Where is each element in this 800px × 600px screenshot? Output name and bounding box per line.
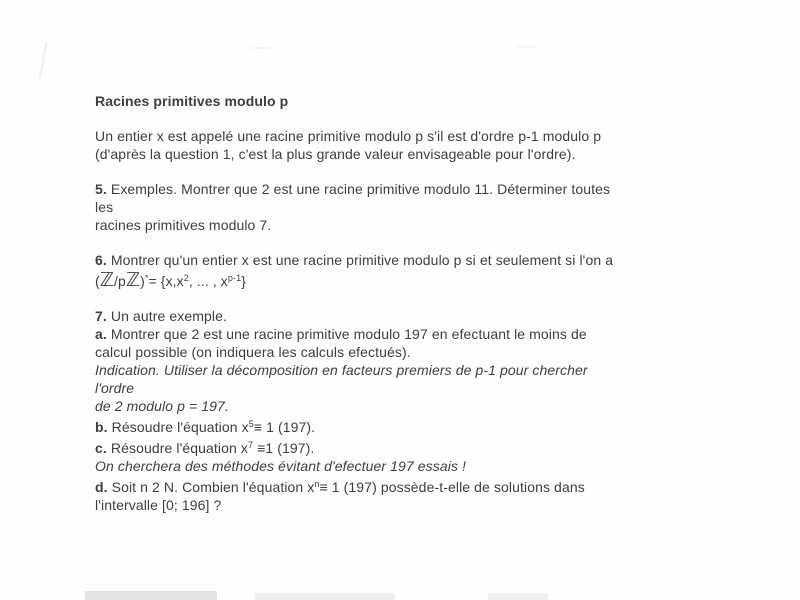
scan-edge-artifact: [85, 591, 217, 600]
document-content: [95, 92, 627, 514]
question-7a-line-2: calcul possible (on indiquera les calculs efectués).: [95, 344, 411, 360]
scan-edge-artifact: [488, 593, 548, 600]
question-7d-line-2: l'intervalle [0; 196] ?: [95, 497, 222, 513]
scan-smudge: [39, 42, 48, 80]
definition-line-2: (d'après la question 1, c'est la plus grande valeur envisageable pour l'ordre).: [95, 146, 576, 162]
question-7-intro: 7. Un autre exemple.: [95, 308, 227, 324]
scan-smudge: [516, 46, 536, 48]
question-7c: c. Résoudre l'équation $x^7 \equiv 1$ (197).: [95, 440, 315, 456]
question-6-line-1: 6. Montrer qu'un entier x est une racine primitive modulo p si et seulement si l'on a: [95, 252, 614, 268]
indication-line-2: de 2 modulo p = 197.: [95, 398, 229, 414]
question-6-equation: (ℤ/pℤ)*= {$x,x^2$, ... , $x^{p-1}$}: [95, 269, 246, 291]
definition-line-1: Un entier x est appelé une racine primitive modulo p s'il est d'ordre p-1 modulo p: [95, 128, 602, 144]
double-struck-Z: ℤ: [125, 269, 141, 291]
scan-smudge: [252, 47, 270, 49]
question-7d-line-1: d. Soit n 2 N. Combien l'équation $x^n\equiv 1$ (197) possède-t-elle de solutions dans: [95, 479, 585, 495]
scan-edge-artifact: [255, 593, 395, 600]
question-7b: b. Résoudre l'équation $x^5\equiv 1$ (197).: [95, 419, 316, 435]
question-7a-line-1: a. Montrer que 2 est une racine primitive modulo 197 en efectuant le moins de: [95, 326, 587, 342]
question-5-line-1: 5. Exemples. Montrer que 2 est une racine primitive modulo 11. Déterminer toutes les: [95, 181, 615, 215]
remark-essais: On cherchera des méthodes évitant d'efectuer 197 essais !: [95, 458, 467, 474]
document-title: Racines primitives modulo p: [95, 93, 289, 109]
question-5-line-2: racines primitives modulo 7.: [95, 217, 272, 233]
indication-line-1: Indication. Utiliser la décomposition en facteurs premiers de p-1 pour chercher l'ordre: [95, 362, 592, 396]
double-struck-Z: ℤ: [99, 269, 115, 291]
